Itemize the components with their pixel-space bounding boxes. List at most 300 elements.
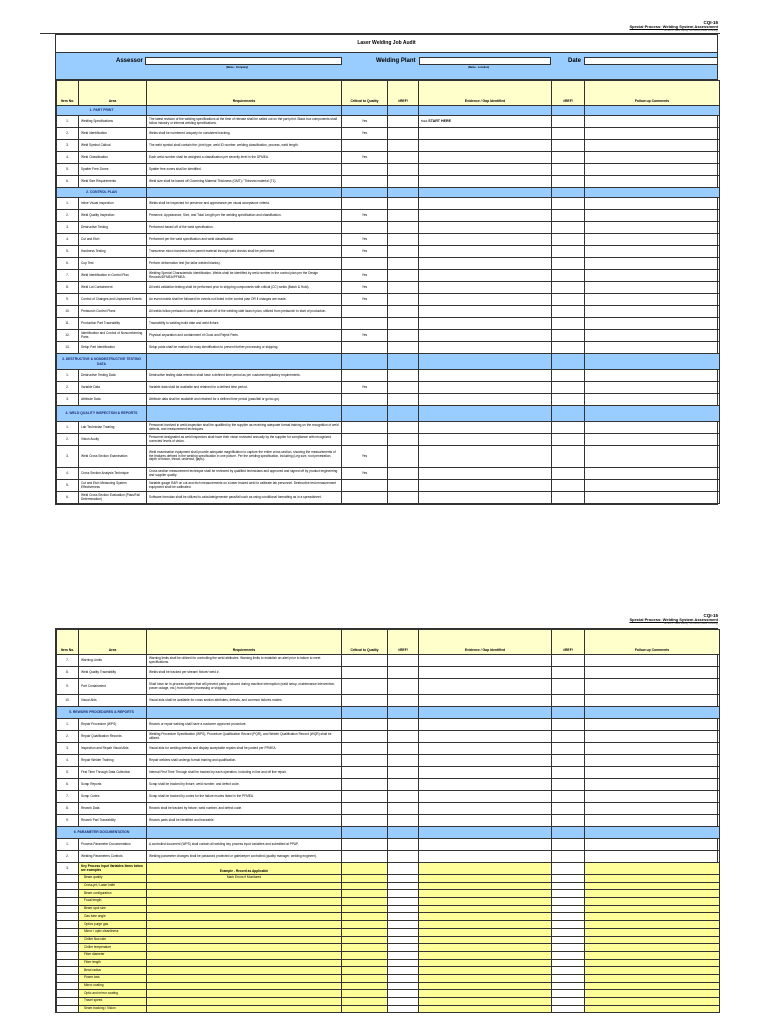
follow-up-cell[interactable] [585,258,720,270]
follow-up-cell[interactable] [585,695,720,707]
evidence-cell[interactable] [419,176,552,188]
rating-cell-2[interactable] [552,913,585,921]
evidence-cell[interactable] [419,234,552,246]
follow-up-cell[interactable] [585,863,720,875]
follow-up-cell[interactable] [585,743,720,755]
evidence-cell[interactable] [419,330,552,342]
rating-cell-1[interactable] [388,480,419,492]
rating-cell-1[interactable] [388,695,419,707]
follow-up-cell[interactable] [585,779,720,791]
rating-cell-1[interactable] [388,743,419,755]
follow-up-cell[interactable] [585,655,720,667]
rating-cell-1[interactable] [388,306,419,318]
rating-cell-2[interactable] [552,176,585,188]
kpiv-value-cell[interactable] [147,882,342,890]
follow-up-cell[interactable] [585,294,720,306]
kpiv-ctq-cell[interactable] [342,928,388,936]
rating-cell-2[interactable] [552,116,585,128]
follow-up-cell[interactable] [585,394,720,406]
rating-cell-2[interactable] [552,815,585,827]
follow-up-cell[interactable] [585,667,720,679]
rating-cell-1[interactable] [388,719,419,731]
kpiv-ctq-cell[interactable] [342,990,388,998]
rating-cell-2[interactable] [552,258,585,270]
rating-cell-2[interactable] [552,767,585,779]
rating-cell-2[interactable] [552,655,585,667]
evidence-cell[interactable] [419,446,552,468]
evidence-cell[interactable] [419,270,552,282]
rating-cell-2[interactable] [552,210,585,222]
rating-cell-1[interactable] [388,258,419,270]
follow-up-cell[interactable] [585,803,720,815]
evidence-cell[interactable] [419,882,552,890]
rating-cell-2[interactable] [552,731,585,743]
kpiv-ctq-cell[interactable] [342,959,388,967]
evidence-cell[interactable] [419,755,552,767]
kpiv-ctq-cell[interactable] [342,974,388,982]
evidence-cell[interactable] [419,815,552,827]
evidence-cell[interactable] [419,863,552,875]
evidence-cell[interactable] [419,434,552,446]
rating-cell-2[interactable] [552,480,585,492]
rating-cell-1[interactable] [388,394,419,406]
rating-cell-1[interactable] [388,791,419,803]
rating-cell-1[interactable] [388,198,419,210]
evidence-cell[interactable] [419,974,552,982]
rating-cell-2[interactable] [552,1005,585,1013]
rating-cell-1[interactable] [388,128,419,140]
evidence-cell[interactable] [419,982,552,990]
rating-cell-2[interactable] [552,234,585,246]
evidence-cell[interactable] [419,803,552,815]
rating-cell-2[interactable] [552,294,585,306]
rating-cell-2[interactable] [552,779,585,791]
kpiv-value-cell[interactable] [147,898,342,906]
kpiv-value-cell[interactable] [147,990,342,998]
assessor-field[interactable] [145,57,342,65]
rating-cell-1[interactable] [388,667,419,679]
rating-cell-2[interactable] [552,306,585,318]
rating-cell-1[interactable] [388,382,419,394]
evidence-cell[interactable] [419,258,552,270]
kpiv-ctq-cell[interactable] [342,882,388,890]
rating-cell-1[interactable] [388,210,419,222]
evidence-cell[interactable] [419,959,552,967]
rating-cell-1[interactable] [388,882,419,890]
evidence-cell[interactable] [419,913,552,921]
follow-up-cell[interactable] [585,998,720,1006]
evidence-cell[interactable] [419,679,552,695]
rating-cell-2[interactable] [552,282,585,294]
rating-cell-2[interactable] [552,803,585,815]
follow-up-cell[interactable] [585,921,720,929]
follow-up-cell[interactable] [585,446,720,468]
follow-up-cell[interactable] [585,936,720,944]
rating-cell-1[interactable] [388,246,419,258]
evidence-cell[interactable] [419,222,552,234]
rating-cell-2[interactable] [552,791,585,803]
rating-cell-1[interactable] [388,936,419,944]
follow-up-cell[interactable] [585,851,720,863]
rating-cell-2[interactable] [552,695,585,707]
evidence-cell[interactable] [419,767,552,779]
follow-up-cell[interactable] [585,767,720,779]
item-number: 2. [57,210,79,222]
evidence-cell[interactable] [419,164,552,176]
rating-cell-2[interactable] [552,342,585,354]
rating-cell-1[interactable] [388,731,419,743]
rating-cell-1[interactable] [388,164,419,176]
rating-cell-2[interactable] [552,330,585,342]
rating-cell-1[interactable] [388,967,419,975]
item-critical-to-quality: Yes [342,382,388,394]
kpiv-value-cell[interactable] [147,1005,342,1013]
evidence-cell[interactable] [419,967,552,975]
rating-cell-2[interactable] [552,246,585,258]
rating-cell-1[interactable] [388,679,419,695]
rating-cell-1[interactable] [388,446,419,468]
rating-cell-2[interactable] [552,382,585,394]
rating-cell-1[interactable] [388,905,419,913]
rating-cell-1[interactable] [388,222,419,234]
follow-up-cell[interactable] [585,422,720,434]
rating-cell-2[interactable] [552,921,585,929]
kpiv-value-cell[interactable] [147,944,342,952]
rating-cell-1[interactable] [388,959,419,967]
evidence-cell[interactable] [419,890,552,898]
kpiv-value-cell[interactable] [147,998,342,1006]
evidence-cell[interactable] [419,875,552,883]
evidence-cell[interactable] [419,282,552,294]
rating-cell-1[interactable] [388,342,419,354]
rating-cell-2[interactable] [552,422,585,434]
rating-cell-2[interactable] [552,898,585,906]
kpiv-ctq-cell[interactable] [342,1005,388,1013]
evidence-cell[interactable] [419,731,552,743]
follow-up-cell[interactable] [585,222,720,234]
rating-cell-2[interactable] [552,434,585,446]
evidence-cell[interactable] [419,851,552,863]
rating-cell-1[interactable] [388,951,419,959]
follow-up-cell[interactable] [585,270,720,282]
kpiv-ctq-cell[interactable] [342,913,388,921]
evidence-cell[interactable] [419,246,552,258]
rating-cell-2[interactable] [552,128,585,140]
evidence-cell[interactable] [419,468,552,480]
evidence-cell[interactable] [419,898,552,906]
rating-cell-1[interactable] [388,815,419,827]
evidence-cell[interactable] [419,370,552,382]
kpiv-ctq-cell[interactable] [342,944,388,952]
kpiv-ctq-cell[interactable] [342,905,388,913]
rating-cell-2[interactable] [552,667,585,679]
item-requirement: Welding parameter changes shall be password protected or gatekeeper controlled (quality manager, welding engineer). [147,851,342,863]
evidence-cell[interactable] [419,1005,552,1013]
rating-cell-1[interactable] [388,928,419,936]
evidence-cell[interactable] [419,928,552,936]
evidence-cell[interactable] [419,210,552,222]
rating-cell-1[interactable] [388,851,419,863]
follow-up-cell[interactable] [585,967,720,975]
follow-up-cell[interactable] [585,890,720,898]
rating-cell-1[interactable] [388,921,419,929]
follow-up-cell[interactable] [585,839,720,851]
evidence-cell[interactable] [419,990,552,998]
kpiv-ctq-cell[interactable] [342,967,388,975]
kpiv-ctq-cell[interactable] [342,863,388,875]
evidence-cell[interactable] [419,116,552,128]
kpiv-value-cell[interactable] [147,951,342,959]
rating-cell-1[interactable] [388,998,419,1006]
evidence-cell[interactable] [419,719,552,731]
follow-up-cell[interactable] [585,905,720,913]
follow-up-cell[interactable] [585,731,720,743]
rating-cell-2[interactable] [552,152,585,164]
rating-cell-1[interactable] [388,176,419,188]
item-requirement: Rework shall be tracked by fixture, weld number, and defect code. [147,803,342,815]
kpiv-value-cell[interactable] [147,974,342,982]
evidence-cell[interactable] [419,655,552,667]
follow-up-cell[interactable] [585,679,720,695]
kpiv-value-cell[interactable] [147,921,342,929]
follow-up-cell[interactable] [585,974,720,982]
rating-cell-1[interactable] [388,863,419,875]
rating-cell-2[interactable] [552,492,585,504]
evidence-cell[interactable] [419,492,552,504]
rating-cell-1[interactable] [388,1005,419,1013]
rating-cell-1[interactable] [388,282,419,294]
rating-cell-2[interactable] [552,944,585,952]
evidence-cell[interactable] [419,128,552,140]
follow-up-cell[interactable] [585,719,720,731]
follow-up-cell[interactable] [585,468,720,480]
date-field[interactable] [584,57,718,65]
rating-cell-2[interactable] [552,936,585,944]
kpiv-ctq-cell[interactable] [342,890,388,898]
evidence-cell[interactable] [419,839,552,851]
evidence-cell[interactable] [419,294,552,306]
kpiv-ctq-cell[interactable] [342,875,388,883]
rating-cell-2[interactable] [552,928,585,936]
rating-cell-2[interactable] [552,890,585,898]
rating-cell-2[interactable] [552,394,585,406]
item-number: 5. [57,767,79,779]
evidence-cell[interactable] [419,905,552,913]
follow-up-cell[interactable] [585,815,720,827]
follow-up-cell[interactable] [585,875,720,883]
rating-cell-1[interactable] [388,839,419,851]
rating-cell-2[interactable] [552,882,585,890]
follow-up-cell[interactable] [585,140,720,152]
follow-up-cell[interactable] [585,951,720,959]
evidence-cell[interactable] [419,951,552,959]
rating-cell-2[interactable] [552,998,585,1006]
kpiv-ctq-cell[interactable] [342,921,388,929]
item-number: 4. [57,755,79,767]
rating-cell-2[interactable] [552,875,585,883]
evidence-cell[interactable] [419,944,552,952]
rating-cell-2[interactable] [552,967,585,975]
follow-up-cell[interactable] [585,898,720,906]
rating-cell-1[interactable] [388,140,419,152]
follow-up-cell[interactable] [585,370,720,382]
evidence-cell[interactable] [419,791,552,803]
rating-cell-1[interactable] [388,767,419,779]
rating-cell-2[interactable] [552,719,585,731]
evidence-cell[interactable] [419,936,552,944]
rating-cell-1[interactable] [388,803,419,815]
rating-cell-1[interactable] [388,468,419,480]
audit-item-row [57,655,720,667]
follow-up-cell[interactable] [585,342,720,354]
rating-cell-1[interactable] [388,330,419,342]
evidence-cell[interactable] [419,667,552,679]
rating-cell-1[interactable] [388,655,419,667]
follow-up-cell[interactable] [585,944,720,952]
kpiv-ctq-cell[interactable] [342,936,388,944]
rating-cell-2[interactable] [552,974,585,982]
rating-cell-2[interactable] [552,990,585,998]
rating-cell-2[interactable] [552,140,585,152]
evidence-cell[interactable] [419,382,552,394]
follow-up-cell[interactable] [585,882,720,890]
evidence-cell[interactable] [419,743,552,755]
follow-up-cell[interactable] [585,1005,720,1013]
follow-up-cell[interactable] [585,990,720,998]
audit-item-row [57,210,720,222]
evidence-cell[interactable] [419,422,552,434]
rating-cell-2[interactable] [552,164,585,176]
rating-cell-1[interactable] [388,779,419,791]
follow-up-cell[interactable] [585,928,720,936]
kpiv-value-cell[interactable] [147,905,342,913]
kpiv-item-row [57,998,720,1006]
evidence-cell[interactable] [419,998,552,1006]
kpiv-ctq-cell[interactable] [342,998,388,1006]
follow-up-cell[interactable] [585,480,720,492]
rating-cell-1[interactable] [388,370,419,382]
kpiv-ctq-cell[interactable] [342,982,388,990]
rating-cell-2[interactable] [552,743,585,755]
kpiv-value-cell[interactable] [147,959,342,967]
rating-cell-1[interactable] [388,318,419,330]
rating-cell-2[interactable] [552,851,585,863]
rating-cell-2[interactable] [552,839,585,851]
rating-cell-2[interactable] [552,468,585,480]
evidence-cell[interactable] [419,318,552,330]
rating-cell-1[interactable] [388,982,419,990]
follow-up-cell[interactable] [585,434,720,446]
rating-cell-2[interactable] [552,370,585,382]
rating-cell-2[interactable] [552,446,585,468]
rating-cell-1[interactable] [388,234,419,246]
follow-up-cell[interactable] [585,492,720,504]
rating-cell-2[interactable] [552,679,585,695]
evidence-cell[interactable] [419,921,552,929]
rating-cell-1[interactable] [388,152,419,164]
evidence-cell[interactable] [419,140,552,152]
follow-up-cell[interactable] [585,116,720,128]
kpiv-value-cell[interactable] [147,890,342,898]
evidence-cell[interactable] [419,306,552,318]
rating-cell-1[interactable] [388,422,419,434]
evidence-cell[interactable] [419,152,552,164]
rating-cell-1[interactable] [388,434,419,446]
kpiv-ctq-cell[interactable] [342,898,388,906]
rating-cell-1[interactable] [388,492,419,504]
follow-up-cell[interactable] [585,246,720,258]
rating-cell-2[interactable] [552,198,585,210]
kpiv-value-cell[interactable] [147,982,342,990]
kpiv-value-cell[interactable]: Mark Errors if Monitored [147,875,342,883]
follow-up-cell[interactable] [585,152,720,164]
follow-up-cell[interactable] [585,959,720,967]
follow-up-cell[interactable] [585,306,720,318]
follow-up-cell[interactable] [585,176,720,188]
rating-cell-1[interactable] [388,898,419,906]
kpiv-ctq-cell[interactable] [342,951,388,959]
rating-cell-2[interactable] [552,318,585,330]
rating-cell-1[interactable] [388,755,419,767]
evidence-cell[interactable] [419,394,552,406]
follow-up-cell[interactable] [585,198,720,210]
rating-cell-2[interactable] [552,863,585,875]
rating-cell-1[interactable] [388,944,419,952]
evidence-cell[interactable] [419,480,552,492]
rating-cell-2[interactable] [552,755,585,767]
follow-up-cell[interactable] [585,913,720,921]
rating-cell-2[interactable] [552,905,585,913]
item-critical-to-quality: Yes [342,246,388,258]
audit-item-row [57,480,720,492]
follow-up-cell[interactable] [585,982,720,990]
rating-cell-2[interactable] [552,270,585,282]
follow-up-cell[interactable] [585,282,720,294]
follow-up-cell[interactable] [585,164,720,176]
kpiv-value-cell[interactable] [147,928,342,936]
follow-up-cell[interactable] [585,318,720,330]
follow-up-cell[interactable] [585,382,720,394]
rating-cell-1[interactable] [388,974,419,982]
rating-cell-2[interactable] [552,222,585,234]
rating-cell-1[interactable] [388,116,419,128]
evidence-cell[interactable] [419,695,552,707]
rating-cell-2[interactable] [552,951,585,959]
rating-cell-2[interactable] [552,982,585,990]
follow-up-cell[interactable] [585,791,720,803]
evidence-cell[interactable] [419,198,552,210]
follow-up-cell[interactable] [585,330,720,342]
rating-cell-2[interactable] [552,959,585,967]
kpiv-value-cell[interactable] [147,936,342,944]
welding-plant-field[interactable] [419,57,551,65]
follow-up-cell[interactable] [585,234,720,246]
item-requirement: Welding Procedure Specification (WPS), Procedure Qualification Record (PQR), and Welder Qualification Record (WQR) shall be utilized. [147,731,342,743]
evidence-cell[interactable] [419,779,552,791]
rating-cell-1[interactable] [388,890,419,898]
rating-cell-1[interactable] [388,990,419,998]
rating-cell-1[interactable] [388,875,419,883]
kpiv-value-cell[interactable] [147,913,342,921]
follow-up-cell[interactable] [585,210,720,222]
rating-cell-1[interactable] [388,294,419,306]
rating-cell-1[interactable] [388,913,419,921]
rating-cell-1[interactable] [388,270,419,282]
follow-up-cell[interactable] [585,128,720,140]
follow-up-cell[interactable] [585,755,720,767]
kpiv-value-cell[interactable] [147,967,342,975]
evidence-cell[interactable] [419,342,552,354]
